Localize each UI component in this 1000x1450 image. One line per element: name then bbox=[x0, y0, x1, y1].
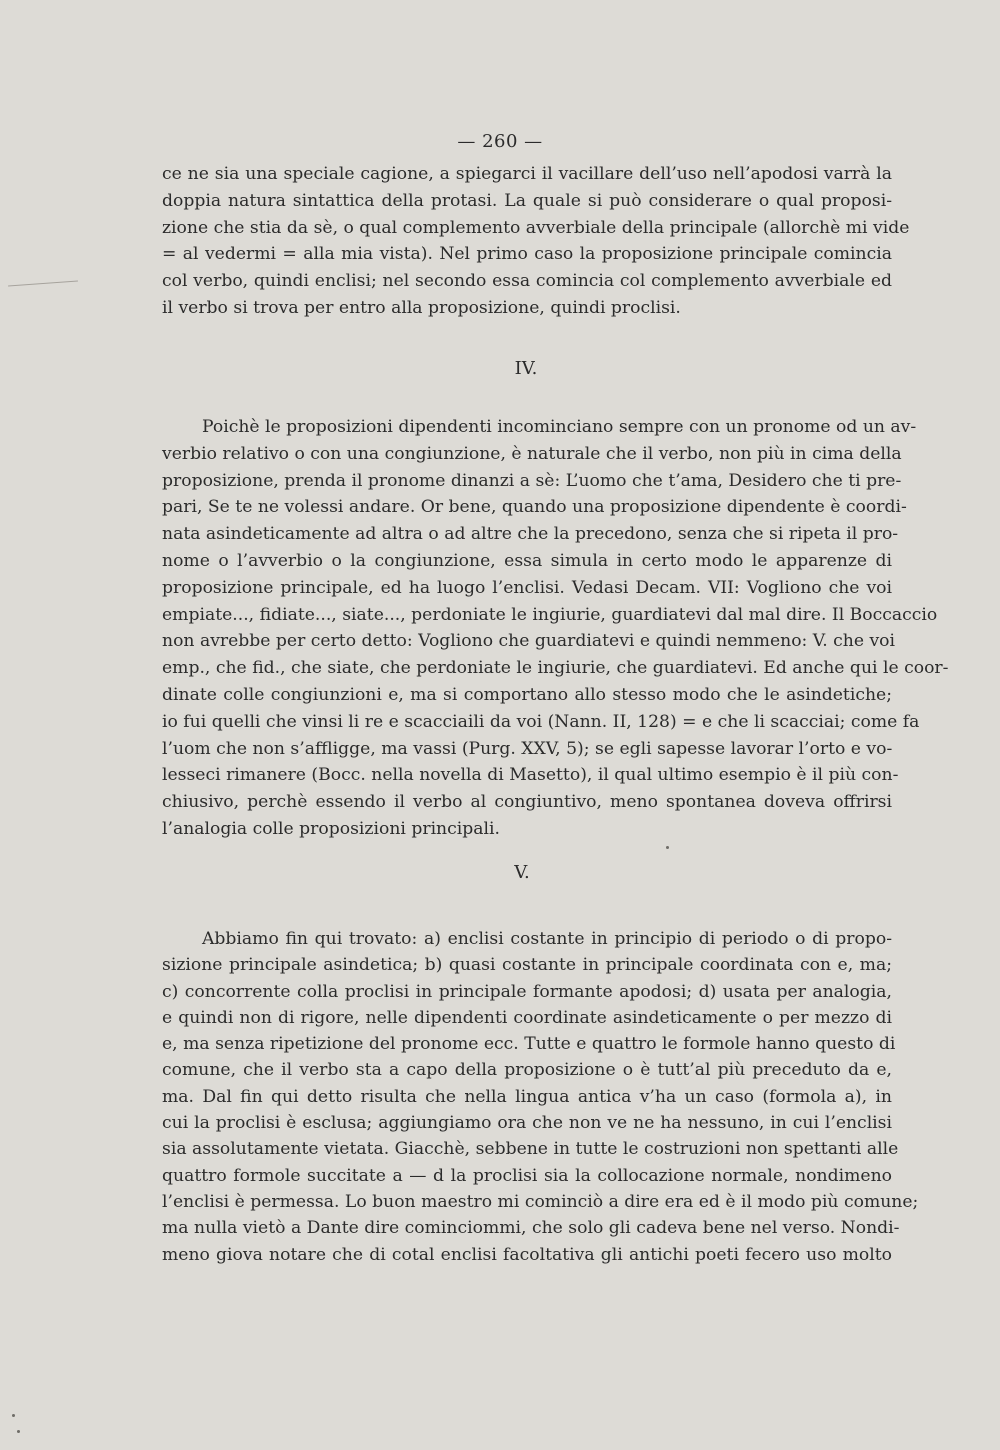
stray-dot bbox=[12, 1414, 15, 1417]
text-line: empiate..., fidiate..., siate..., perdoniate le ingiurie, guardiatevi dal mal dire. Il Boccaccio bbox=[162, 604, 938, 625]
text-line: l’enclisi è permessa. Lo buon maestro mi cominciò a dire era ed è il modo più comune; bbox=[162, 1191, 919, 1212]
text-line: = al vedermi = alla mia vista). Nel primo caso la proposizione principale comincia bbox=[162, 244, 892, 265]
text-line: comune, che il verbo sta a capo della proposizione o è tutt’al più preceduto da e, bbox=[162, 1060, 892, 1081]
text-line: zione che stia da sè, o qual complemento avverbiale della principale (allorchè mi vide bbox=[162, 217, 910, 238]
text-line: l’analogia colle proposizioni principali. bbox=[162, 818, 500, 839]
section-heading-iv: IV. bbox=[514, 358, 538, 379]
text-line: non avrebbe per certo detto: Vogliono che guardiatevi e quindi nemmeno: V. che voi bbox=[162, 631, 896, 652]
text-line: Abbiamo fin qui trovato: a) enclisi costante in principio di periodo o di propo- bbox=[202, 929, 892, 949]
text-line: sizione principale asindetica; b) quasi costante in principale coordinata con e, ma; bbox=[162, 955, 892, 976]
paragraph-section-iv bbox=[162, 414, 949, 843]
text-line: col verbo, quindi enclisi; nel secondo essa comincia col complemento avverbiale ed bbox=[162, 271, 892, 292]
text-line: quattro formole succitate a — d la proclisi sia la collocazione normale, nondimeno bbox=[162, 1165, 892, 1186]
text-line: ma. Dal fin qui detto risulta che nella lingua antica v’ha un caso (formola a), in bbox=[162, 1086, 892, 1107]
text-line: ce ne sia una speciale cagione, a spiegarci il vacillare dell’uso nell’apodosi varrà la bbox=[162, 164, 892, 184]
text-line: dinate colle congiunzioni e, ma si comportano allo stesso modo che le asindetiche; bbox=[162, 684, 892, 705]
text-line: io fui quelli che vinsi li re e scacciaili da voi (Nann. II, 128) = e che li scacciai; come fa bbox=[162, 711, 920, 732]
text-line: nata asindeticamente ad altra o ad altre che la precedono, senza che si ripeta il pro- bbox=[162, 524, 899, 545]
text-line: chiusivo, perchè essendo il verbo al congiuntivo, meno spontanea doveva offrirsi bbox=[162, 792, 892, 813]
stray-dot bbox=[17, 1430, 20, 1433]
paragraph-continuation bbox=[162, 161, 910, 322]
text-line: e quindi non di rigore, nelle dipendenti coordinate asindeticamente o per mezzo di bbox=[162, 1007, 892, 1028]
text-line: meno giova notare che di cotal enclisi facoltativa gli antichi poeti fecero uso molto bbox=[162, 1244, 892, 1265]
page-number: — 260 — bbox=[457, 131, 543, 152]
text-line: pari, Se te ne volessi andare. Or bene, quando una proposizione dipendente è coordi- bbox=[162, 497, 907, 518]
margin-pencil-mark bbox=[8, 281, 78, 287]
text-line: il verbo si trova per entro alla proposizione, quindi proclisi. bbox=[162, 297, 681, 318]
text-line: emp., che fid., che siate, che perdoniate le ingiurie, che guardiatevi. Ed anche qui le coor- bbox=[162, 658, 949, 679]
text-line: sia assolutamente vietata. Giacchè, sebbene in tutte le costruzioni non spettanti alle bbox=[162, 1139, 899, 1160]
text-line: cui la proclisi è esclusa; aggiungiamo ora che non ve ne ha nessuno, in cui l’enclisi bbox=[162, 1113, 892, 1134]
text-line: e, ma senza ripetizione del pronome ecc. Tutte e quattro le formole hanno questo di bbox=[162, 1034, 896, 1055]
text-line: lesseci rimanere (Bocc. nella novella di Masetto), il qual ultimo esempio è il più con- bbox=[162, 765, 899, 786]
text-line: proposizione principale, ed ha luogo l’enclisi. Vedasi Decam. VII: Vogliono che voi bbox=[162, 577, 892, 598]
text-line: proposizione, prenda il pronome dinanzi a sè: L’uomo che t’ama, Desidero che ti pre- bbox=[162, 470, 902, 491]
text-line: verbio relativo o con una congiunzione, è naturale che il verbo, non più in cima della bbox=[162, 443, 902, 464]
text-line: c) concorrente colla proclisi in principale formante apodosi; d) usata per analogia, bbox=[162, 981, 892, 1002]
text-line: doppia natura sintattica della protasi. La quale si può considerare o qual proposi- bbox=[162, 190, 892, 211]
paragraph-section-v bbox=[162, 926, 919, 1268]
text-line: nome o l’avverbio o la congiunzione, essa simula in certo modo le apparenze di bbox=[162, 550, 892, 571]
text-line: Poichè le proposizioni dipendenti incominciano sempre con un pronome od un av- bbox=[202, 417, 917, 437]
section-heading-v: V. bbox=[514, 862, 530, 883]
stray-dot bbox=[666, 846, 669, 849]
text-line: l’uom che non s’affligge, ma vassi (Purg. XXV, 5); se egli sapesse lavorar l’orto e vo- bbox=[162, 738, 893, 759]
text-line: ma nulla vietò a Dante dire cominciommi, che solo gli cadeva bene nel verso. Nondi- bbox=[162, 1218, 900, 1239]
